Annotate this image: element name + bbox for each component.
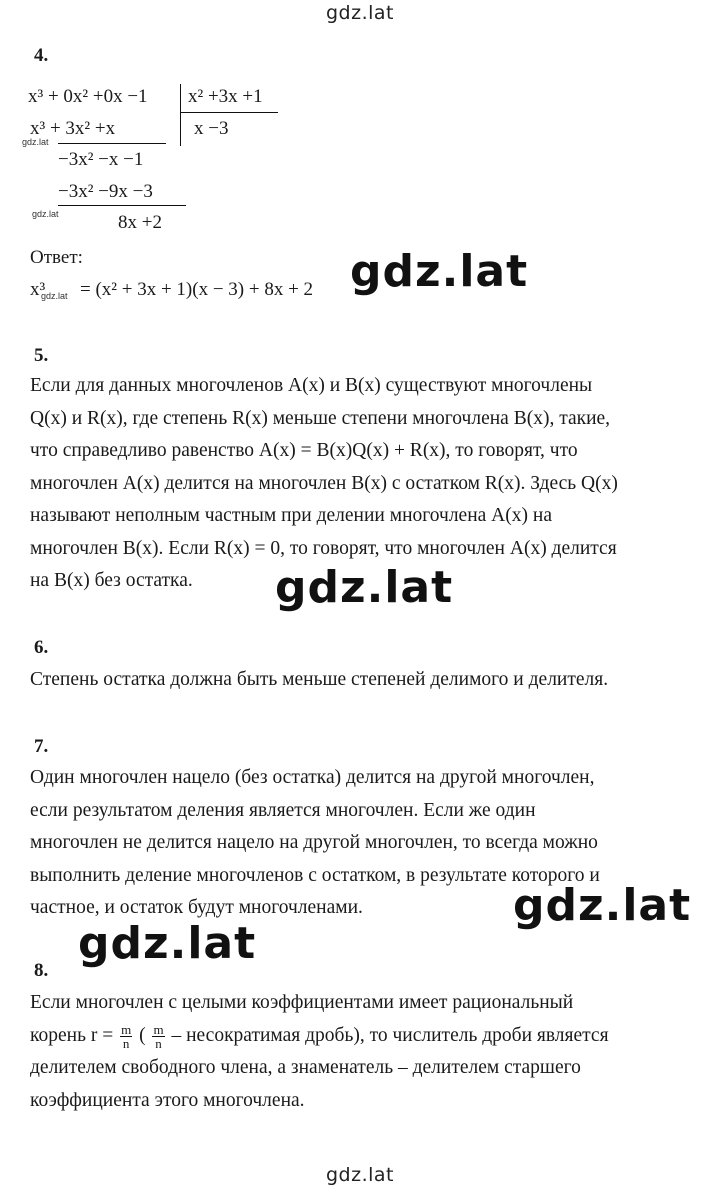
task-7-line: выполнить деление многочленов с остатком, в результате которого и (30, 864, 600, 886)
watermark-1: gdz.lat (350, 246, 529, 297)
task-7-line: частное, и остаток будут многочленами. (30, 897, 363, 918)
task-6-text (30, 664, 608, 697)
remainder: 8x +2 (118, 212, 162, 233)
fraction-denominator: n (122, 1035, 130, 1051)
dividend: x³ + 0x² +0x −1 (28, 86, 148, 107)
site-header[interactable]: gdz.lat (325, 2, 394, 24)
division-line-1 (58, 143, 166, 144)
fraction-numerator: m (153, 1021, 164, 1037)
task-5-line: Q(x) и R(x), где степень R(x) меньше степени многочлена B(x), такие, (30, 407, 611, 429)
small-watermark-1: gdz.lat (22, 137, 49, 147)
answer-lhs: x³ (30, 279, 46, 300)
task-5-number: 5. (34, 345, 49, 366)
task-8-line2-part-c: – несократимая дробь), то числитель дроби является (171, 1024, 609, 1046)
task-8-line: коэффициента этого многочлена. (30, 1089, 305, 1111)
watermark-4: gdz.lat (78, 918, 257, 969)
small-watermark-2: gdz.lat (32, 209, 59, 219)
task-7-line: многочлен не делится нацело на другой многочлен, то всегда можно (30, 832, 598, 853)
task-5-line: что справедливо равенство A(x) = B(x)Q(x) + R(x), то говорят, что (30, 440, 578, 461)
task-5-line: называют неполным частным при делении многочлена A(x) на (30, 505, 552, 526)
task-8-line: Если многочлен с целыми коэффициентами имеет рациональный (30, 992, 574, 1013)
subtrahend-1: x³ + 3x² +x (30, 118, 116, 139)
task-8-line2-part-a: корень r = (30, 1024, 114, 1046)
task-7-number: 7. (34, 736, 49, 757)
divisor-underline (180, 112, 278, 113)
task-5-line: Если для данных многочленов A(x) и B(x) существуют многочлены (30, 375, 593, 396)
remainder-step-1: −3x² −x −1 (58, 149, 144, 170)
fraction-m-n (152, 1023, 164, 1050)
answer-label: Ответ: (30, 247, 83, 268)
task-8-line (30, 1020, 710, 1053)
division-vertical-line (180, 84, 181, 146)
answer-rhs: = (x² + 3x + 1)(x − 3) + 8x + 2 (80, 279, 314, 300)
task-7-line: если результатом деления является многочлен. Если же один (30, 799, 536, 821)
task-8-number: 8. (34, 960, 49, 981)
task-8-line: делителем свободного члена, а знаменатель – делителем старшего (30, 1057, 581, 1078)
task-5-line: многочлен A(x) делится на многочлен B(x) с остатком R(x). Здесь Q(x) (30, 472, 618, 494)
task-5-line: многочлен B(x). Если R(x) = 0, то говорят, что многочлен A(x) делится (30, 537, 617, 559)
task-5-line: на B(x) без остатка. (30, 570, 193, 591)
task-4-number: 4. (34, 45, 49, 66)
task-7-line: Один многочлен нацело (без остатка) делится на другой многочлен, (30, 767, 595, 788)
watermark-3: gdz.lat (513, 880, 692, 931)
fraction-denominator: n (155, 1035, 162, 1051)
fraction-numerator: m (121, 1021, 132, 1037)
task-6-number: 6. (34, 637, 49, 658)
watermark-2: gdz.lat (275, 562, 454, 613)
divisor: x² +3x +1 (188, 86, 263, 107)
task-6-line: Степень остатка должна быть меньше степеней делимого и делителя. (30, 669, 609, 690)
task-8-line2-part-b: ( (139, 1024, 146, 1046)
division-line-2 (58, 205, 186, 206)
quotient: x −3 (194, 118, 229, 139)
subtrahend-2: −3x² −9x −3 (58, 181, 153, 202)
fraction-m-n (120, 1023, 132, 1050)
task-8-text (30, 987, 710, 1117)
site-footer[interactable]: gdz.lat (325, 1164, 394, 1186)
small-watermark-3: gdz.lat (41, 291, 68, 301)
